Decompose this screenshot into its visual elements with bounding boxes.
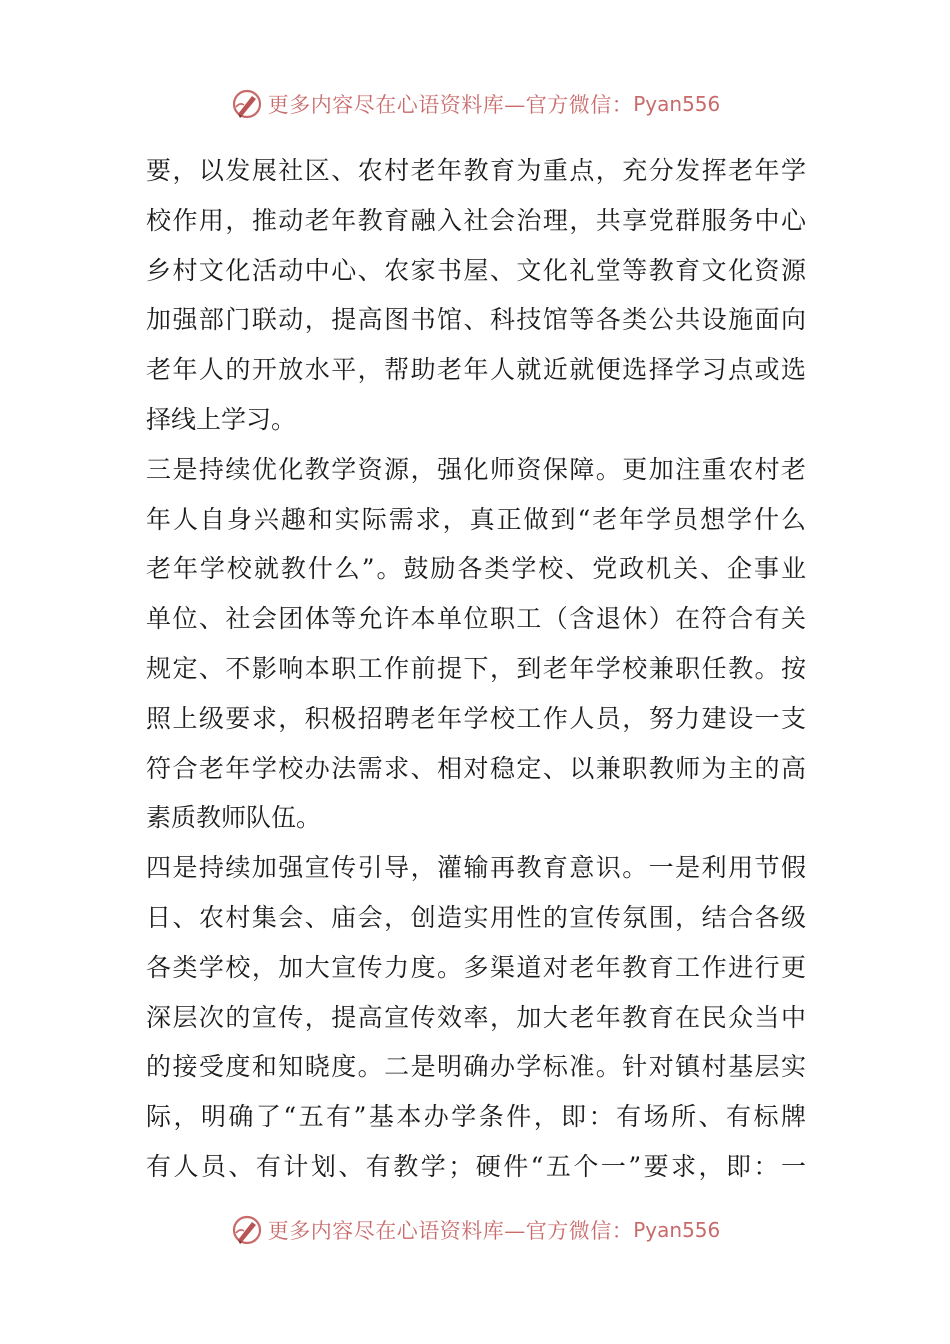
- body-line: 老年人的开放水平，帮助老年人就近就便选择学习点或选: [146, 355, 806, 385]
- document-body: [146, 146, 806, 1192]
- pen-logo-icon: [230, 1213, 264, 1247]
- body-line: 校作用，推动老年教育融入社会治理，共享党群服务中心: [146, 205, 806, 235]
- pen-logo-icon: [230, 87, 264, 121]
- body-line: 有人员、有计划、有教学；硬件“五个一”要求，即：一: [146, 1151, 806, 1181]
- watermark-site-text: 更多内容尽在心语资料库—官方微信：: [267, 1219, 634, 1243]
- body-line: 老年学校就教什么”。鼓励各类学校、党政机关、企事业: [146, 554, 806, 584]
- body-line: 符合老年学校办法需求、相对稳定、以兼职教师为主的高: [146, 753, 806, 783]
- body-line: 三是持续优化教学资源，强化师资保障。更加注重农村老: [146, 454, 806, 484]
- body-line: 规定、不影响本职工作前提下，到老年学校兼职任教。按: [146, 653, 806, 683]
- watermark-site-text: 更多内容尽在心语资料库—官方微信：: [267, 93, 634, 117]
- footer-watermark-banner: [0, 1208, 950, 1252]
- body-line: 日、农村集会、庙会，创造实用性的宣传氛围，结合各级: [146, 902, 806, 932]
- watermark-wechat-id: Pyan556: [633, 1218, 721, 1242]
- body-line: 的接受度和知晓度。二是明确办学标准。针对镇村基层实: [146, 1052, 806, 1082]
- watermark-wechat-id: Pyan556: [633, 92, 721, 116]
- body-line: 素质教师队伍。: [146, 803, 322, 833]
- body-line: 四是持续加强宣传引导，灌输再教育意识。一是利用节假: [146, 853, 806, 883]
- body-line: 单位、社会团体等允许本单位职工（含退休）在符合有关: [146, 604, 806, 634]
- body-line: 各类学校，加大宣传力度。多渠道对老年教育工作进行更: [146, 952, 806, 982]
- body-line: 择线上学习。: [146, 404, 297, 434]
- body-line: 照上级要求，积极招聘老年学校工作人员，努力建设一支: [146, 703, 806, 733]
- body-line: 年人自身兴趣和实际需求，真正做到“老年学员想学什么: [146, 504, 806, 534]
- header-watermark-banner: [0, 82, 950, 126]
- body-line: 际，明确了“五有”基本办学条件，即：有场所、有标牌: [146, 1102, 806, 1132]
- body-line: 深层次的宣传，提高宣传效率，加大老年教育在民众当中: [146, 1002, 806, 1032]
- body-line: 乡村文化活动中心、农家书屋、文化礼堂等教育文化资源: [146, 255, 806, 285]
- body-line: 加强部门联动，提高图书馆、科技馆等各类公共设施面向: [146, 305, 806, 335]
- body-line: 要，以发展社区、农村老年教育为重点，充分发挥老年学: [146, 156, 806, 185]
